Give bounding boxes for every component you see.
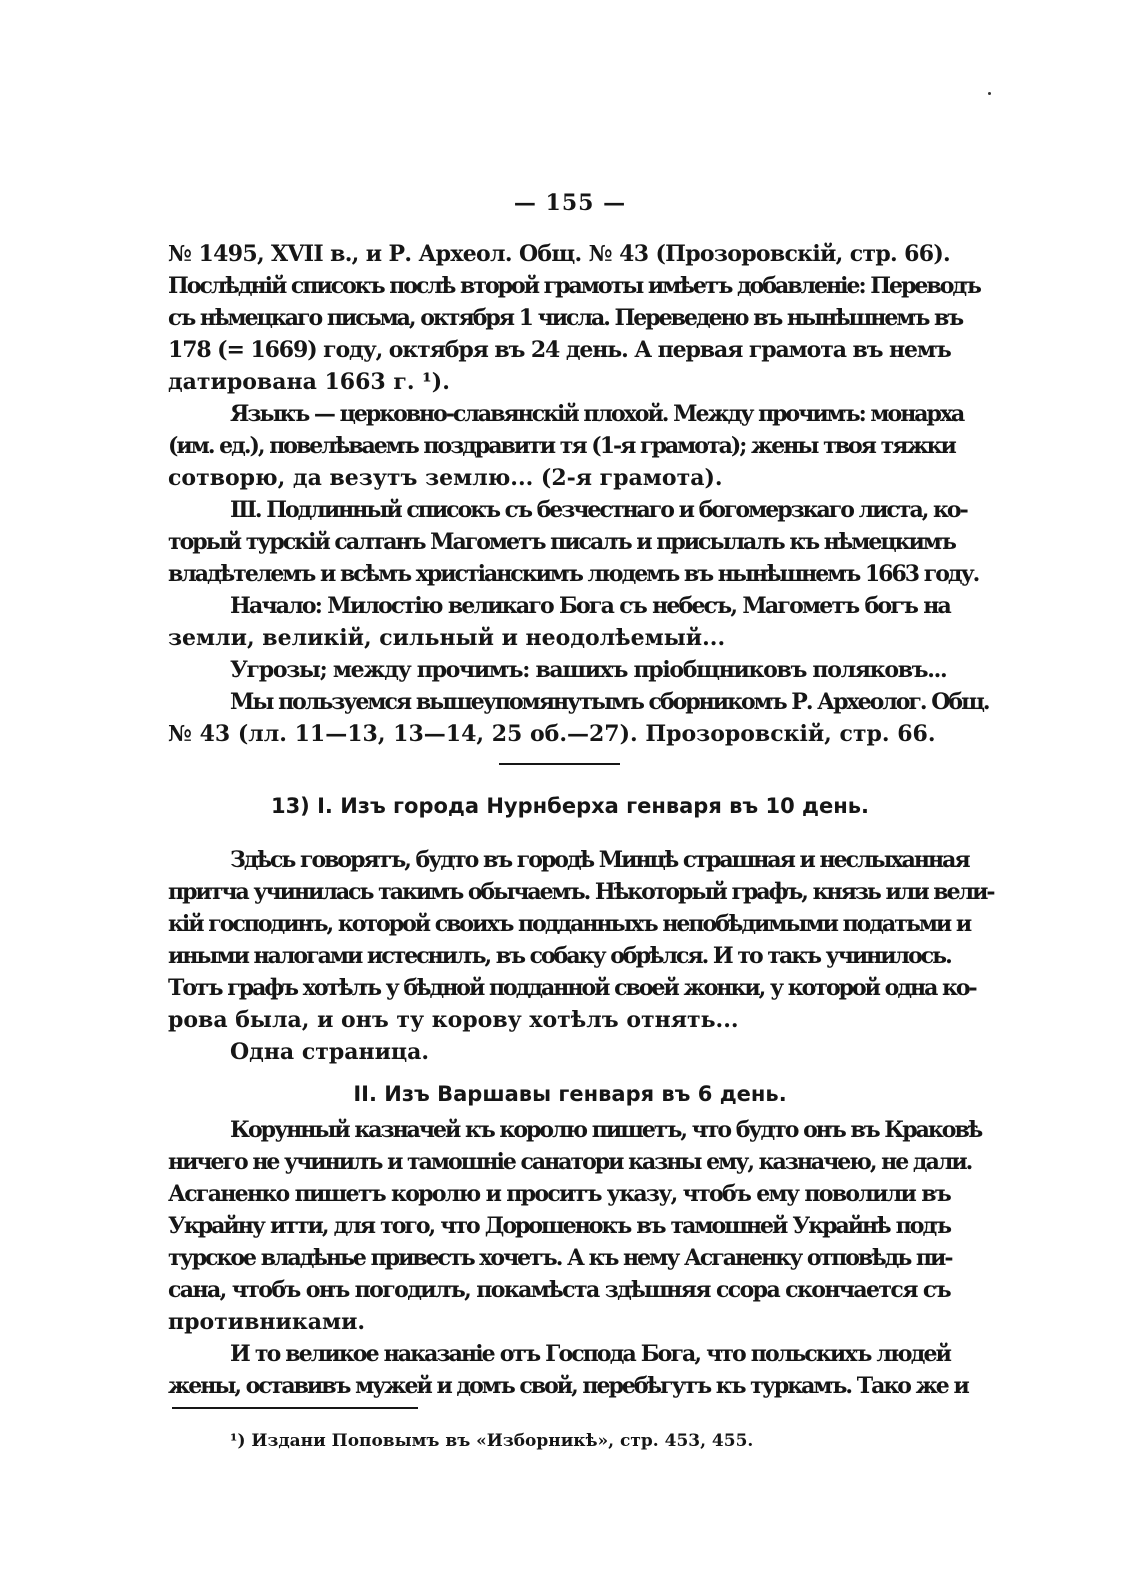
text-line: № 1495, XVII в., и Р. Археол. Общ. № 43 (Прозоровскій, стр. 66). bbox=[168, 241, 950, 267]
text-line: сотворю, да везутъ землю... (2-я грамота). bbox=[168, 465, 723, 491]
text-line: земли, великій, сильный и неодолѣемый... bbox=[168, 625, 726, 651]
text-line: Асганенко пишетъ королю и проситъ указу, чтобъ ему поволили въ bbox=[168, 1181, 950, 1207]
text-line: Украйну итти, для того, что Дорошенокъ въ тамошней Украйнѣ подъ bbox=[168, 1213, 950, 1239]
text-line: рова была, и онъ ту корову хотѣлъ отнять... bbox=[168, 1007, 739, 1033]
text-line: Мы пользуемся вышеупомянутымъ сборникомъ Р. Археолог. Общ. bbox=[230, 689, 989, 715]
text-line: иными налогами истеснилъ, въ собаку обрѣлся. И то такъ учинилось. bbox=[168, 943, 951, 969]
text-line: Корунный казначей къ королю пишетъ, что будто онъ въ Краковѣ bbox=[230, 1117, 982, 1143]
text-line: III. Подлинный списокъ съ безчестнаго и богомерзкаго листа, ко- bbox=[230, 497, 967, 523]
text-line: № 43 (лл. 11—13, 13—14, 25 об.—27). Прозоровскій, стр. 66. bbox=[168, 721, 936, 747]
text-line: притча учинилась такимъ обычаемъ. Нѣкоторый графъ, князь или вели- bbox=[168, 879, 994, 905]
text-line: И то великое наказаніе отъ Господа Бога, что польскихъ людей bbox=[230, 1341, 950, 1367]
text-line: датирована 1663 г. ¹). bbox=[168, 369, 450, 395]
text-line: сана, чтобъ онъ погодилъ, покамѣста здѣшняя ссора скончается съ bbox=[168, 1277, 950, 1303]
text-line: жены, оставивъ мужей и домъ свой, перебѣгутъ къ туркамъ. Тако же и bbox=[168, 1373, 968, 1399]
text-line: Языкъ — церковно-славянскій плохой. Между прочимъ: монарха bbox=[230, 401, 964, 427]
section-heading: 13) I. Изъ города Нурнберха генваря въ 10 день. bbox=[270, 794, 870, 818]
text-line: Здѣсь говорятъ, будто въ городѣ Минцѣ страшная и неслыханная bbox=[230, 847, 969, 873]
text-line: 178 (= 1669) году, октября въ 24 день. А первая грамота въ немъ bbox=[168, 337, 951, 363]
text-line: противниками. bbox=[168, 1309, 366, 1335]
text-line: (им. ед.), повелѣваемъ поздравити тя (1-я грамота); жены твоя тяжки bbox=[168, 433, 955, 459]
text-line: торый турскій салтанъ Магометъ писалъ и присылалъ къ нѣмецкимъ bbox=[168, 529, 955, 555]
page-number: — 155 — bbox=[513, 190, 627, 216]
text-line: Угрозы; между прочимъ: вашихъ пріобщниковъ поляковъ... bbox=[230, 657, 947, 683]
text-line: съ нѣмецкаго письма, октября 1 числа. Переведено въ нынѣшнемъ въ bbox=[168, 305, 963, 331]
paper-speck bbox=[988, 92, 991, 95]
section-divider bbox=[499, 763, 620, 765]
text-line: ничего не учинилъ и тамошніе санатори казны ему, казначею, не дали. bbox=[168, 1149, 972, 1175]
text-line: владѣтелемъ и всѣмъ христіанскимъ людемъ въ нынѣшнемъ 1663 году. bbox=[168, 561, 979, 587]
text-line: турское владѣнье привесть хочетъ. А къ нему Асганенку отповѣдь пи- bbox=[168, 1245, 952, 1271]
footnote-rule bbox=[172, 1407, 418, 1409]
footnote: ¹) Издани Поповымъ въ «Изборникѣ», стр. 453, 455. bbox=[230, 1431, 754, 1451]
text-line: Начало: Милостію великаго Бога съ небесъ, Магометъ богъ на bbox=[230, 593, 950, 619]
section-heading: II. Изъ Варшавы генваря въ 6 день. bbox=[353, 1082, 787, 1106]
text-line: Послѣдній списокъ послѣ второй грамоты имѣетъ добавленіе: Переводъ bbox=[168, 273, 980, 299]
text-line: кій господинъ, которой своихъ подданныхъ непобѣдимыми податьми и bbox=[168, 911, 971, 937]
text-line: Тотъ графъ хотѣлъ у бѣдной подданной своей жонки, у которой одна ко- bbox=[168, 975, 976, 1001]
text-line: Одна страница. bbox=[230, 1039, 430, 1065]
